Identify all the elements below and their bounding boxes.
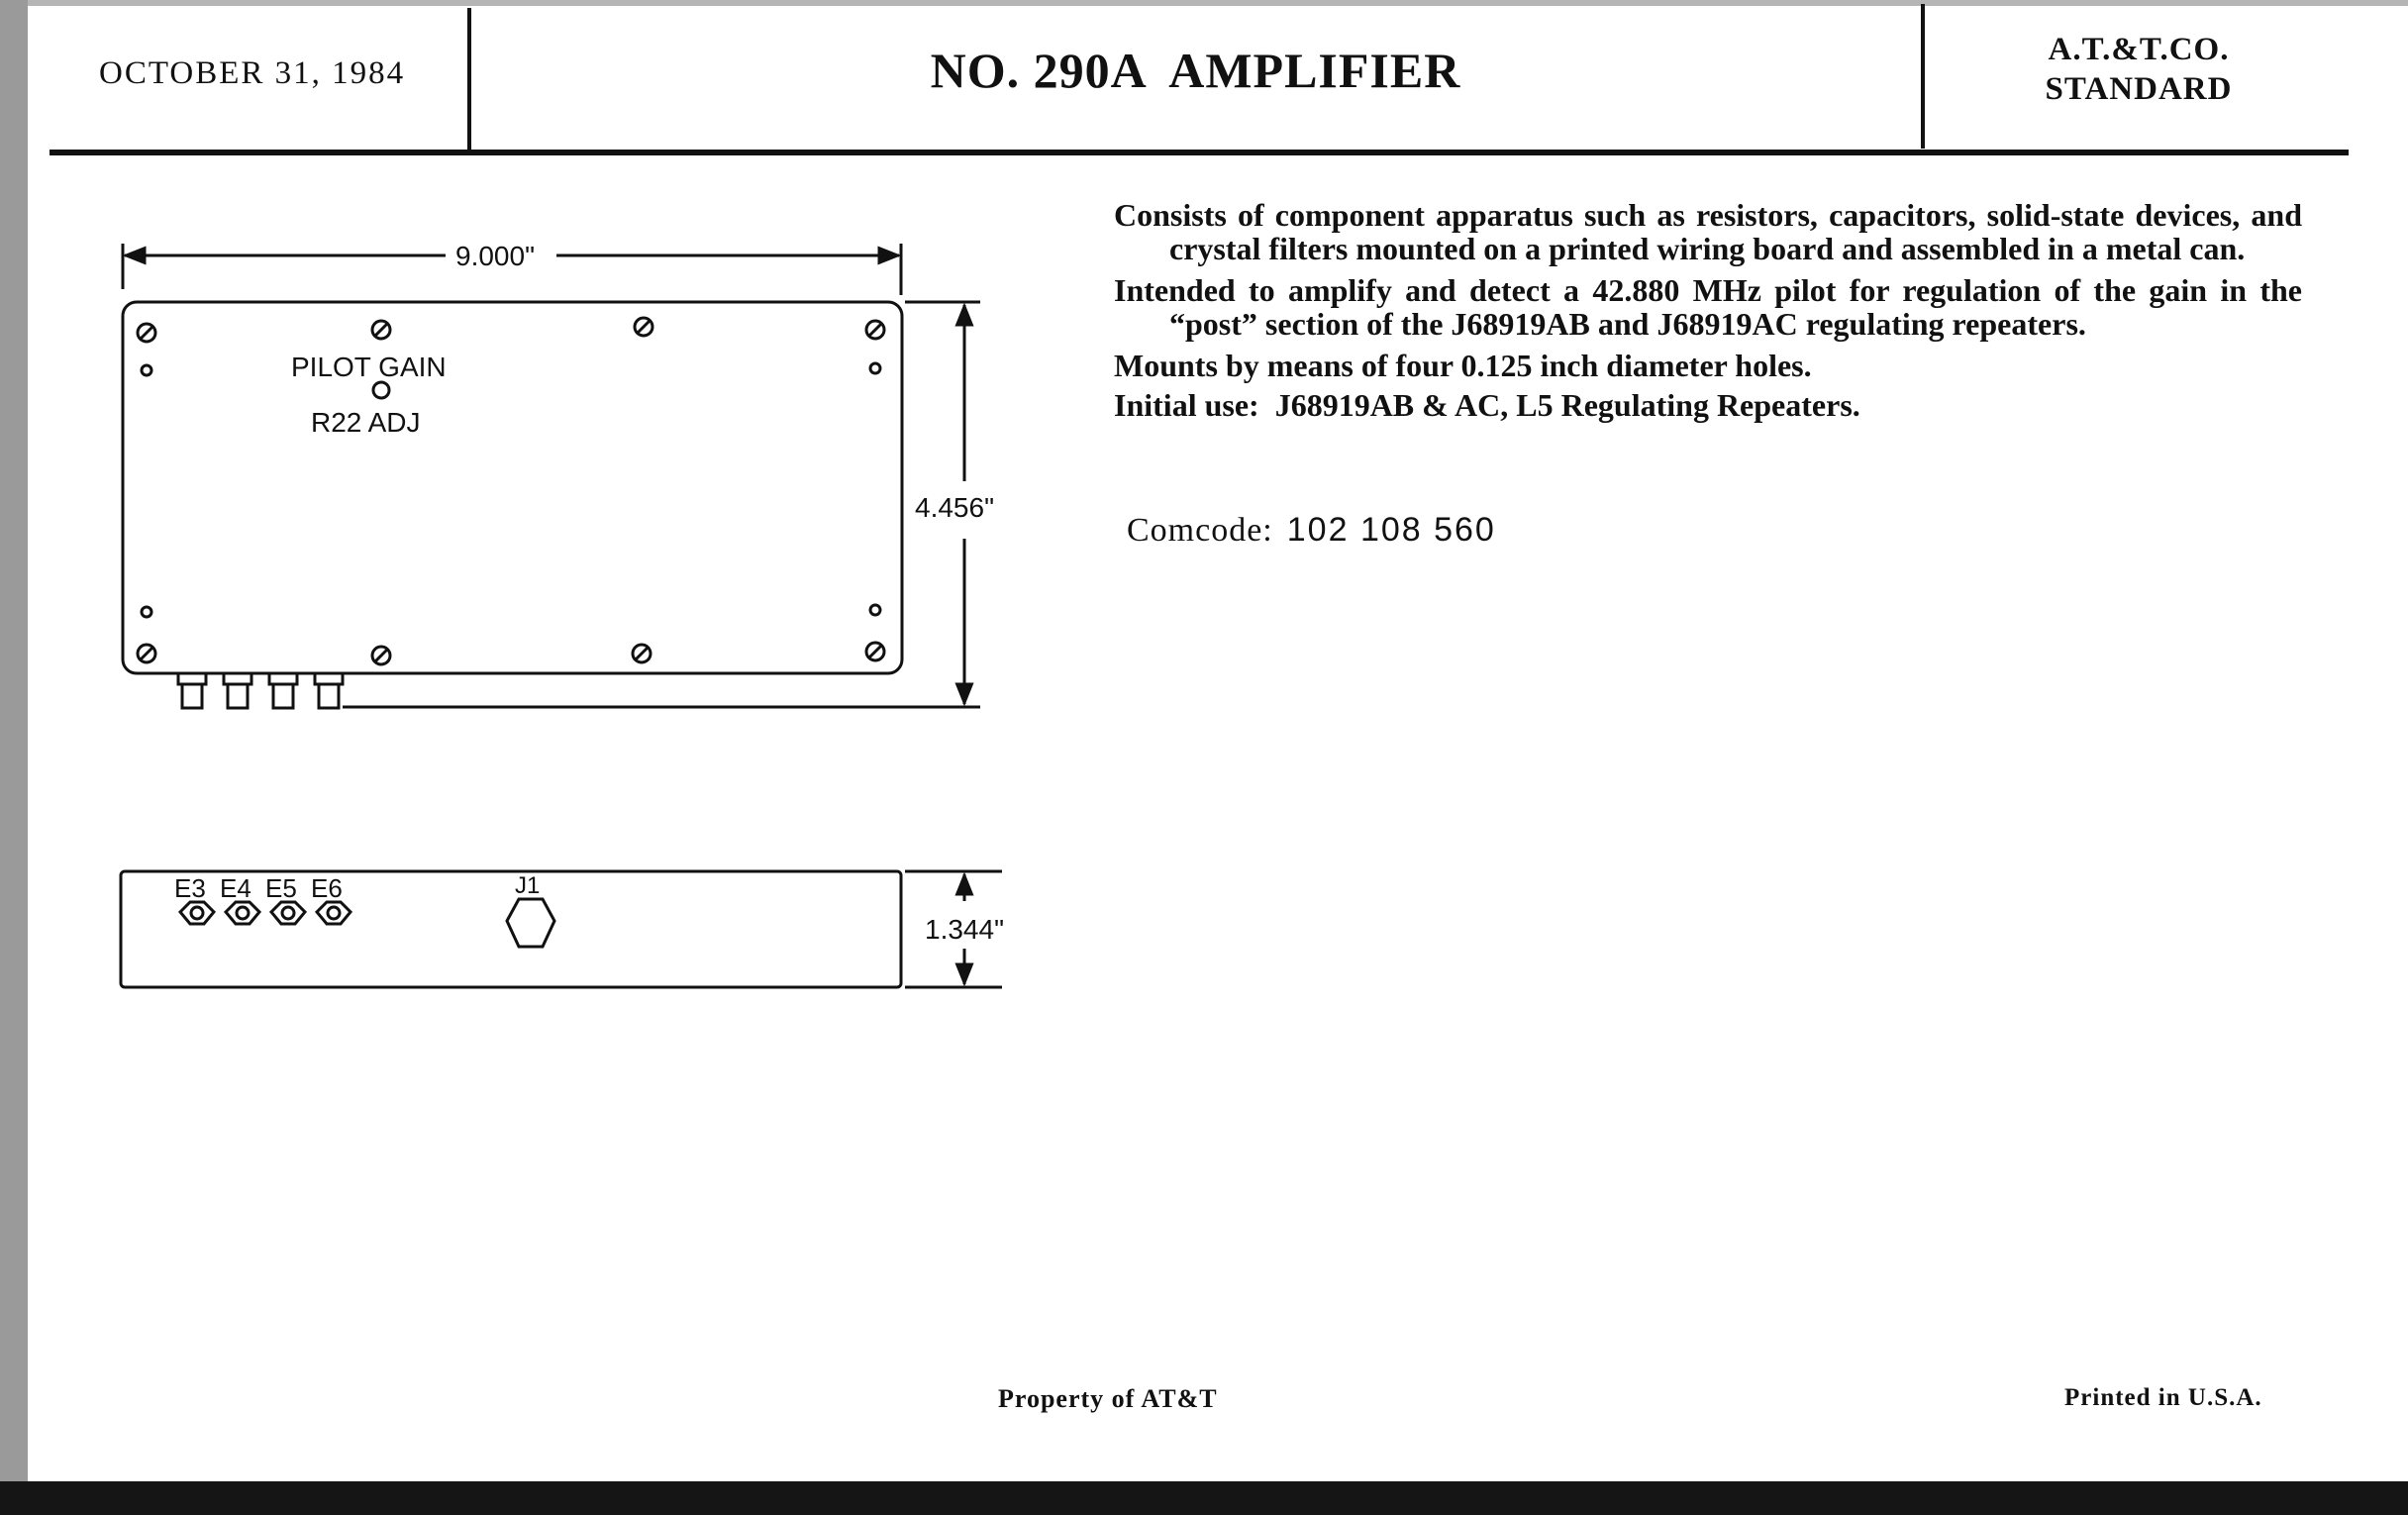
- page-edge-bottom: [0, 1481, 2408, 1515]
- standard-line-2: STANDARD: [2045, 71, 2233, 107]
- terminal-nuts: [180, 902, 351, 924]
- terminal-label-e4: E4: [220, 873, 251, 903]
- description-paragraph-1: Consists of component apparatus such as resistors, capacitors, solid-state devices, and crystal filters mounted on a printed wiring board and assembled in a metal can.: [1114, 197, 2302, 266]
- comcode-label: Comcode:: [1127, 512, 1273, 549]
- screw-holes: [138, 318, 884, 664]
- header-divider-right: [1921, 4, 1925, 149]
- mounting-holes: [142, 363, 880, 617]
- page-title: NO. 290A AMPLIFIER: [930, 43, 1461, 98]
- amplifier-drawing: [0, 0, 1089, 1050]
- description: [1114, 198, 2302, 430]
- terminal-label-e6: E6: [311, 873, 343, 903]
- description-paragraph-4: Initial use: J68919AB & AC, L5 Regulating Repeaters.: [1114, 387, 1860, 423]
- height-dimension-label: 4.456": [915, 492, 995, 523]
- width-dimension-label: 9.000": [455, 241, 536, 271]
- footer-printed: Printed in U.S.A.: [2064, 1384, 2262, 1411]
- description-paragraph-3: Mounts by means of four 0.125 inch diameter holes.: [1114, 348, 1812, 383]
- header-date: OCTOBER 31, 1984: [99, 55, 406, 91]
- depth-dimension-label: 1.344": [925, 914, 1005, 945]
- standard-label: [1980, 30, 2297, 109]
- description-paragraph-2: Intended to amplify and detect a 42.880 MHz pilot for regulation of the gain in the “post” section of the J68919AB and J68919AC regulating repeaters.: [1114, 272, 2302, 342]
- pilot-gain-label: PILOT GAIN: [291, 352, 447, 382]
- comcode-value: 102 108 560: [1286, 511, 1496, 549]
- jack-connector: [507, 899, 554, 947]
- footer-property: Property of AT&T: [998, 1384, 1218, 1413]
- adjust-label: R22 ADJ: [311, 407, 421, 438]
- adjust-pot: [373, 382, 389, 398]
- top-view-body: [123, 302, 902, 673]
- standard-line-1: A.T.&T.CO.: [2048, 32, 2230, 67]
- terminal-label-e3: E3: [174, 873, 206, 903]
- jack-label: J1: [515, 872, 541, 899]
- comcode: [1127, 511, 1496, 550]
- terminal-label-e5: E5: [265, 873, 297, 903]
- terminal-posts: [178, 674, 343, 708]
